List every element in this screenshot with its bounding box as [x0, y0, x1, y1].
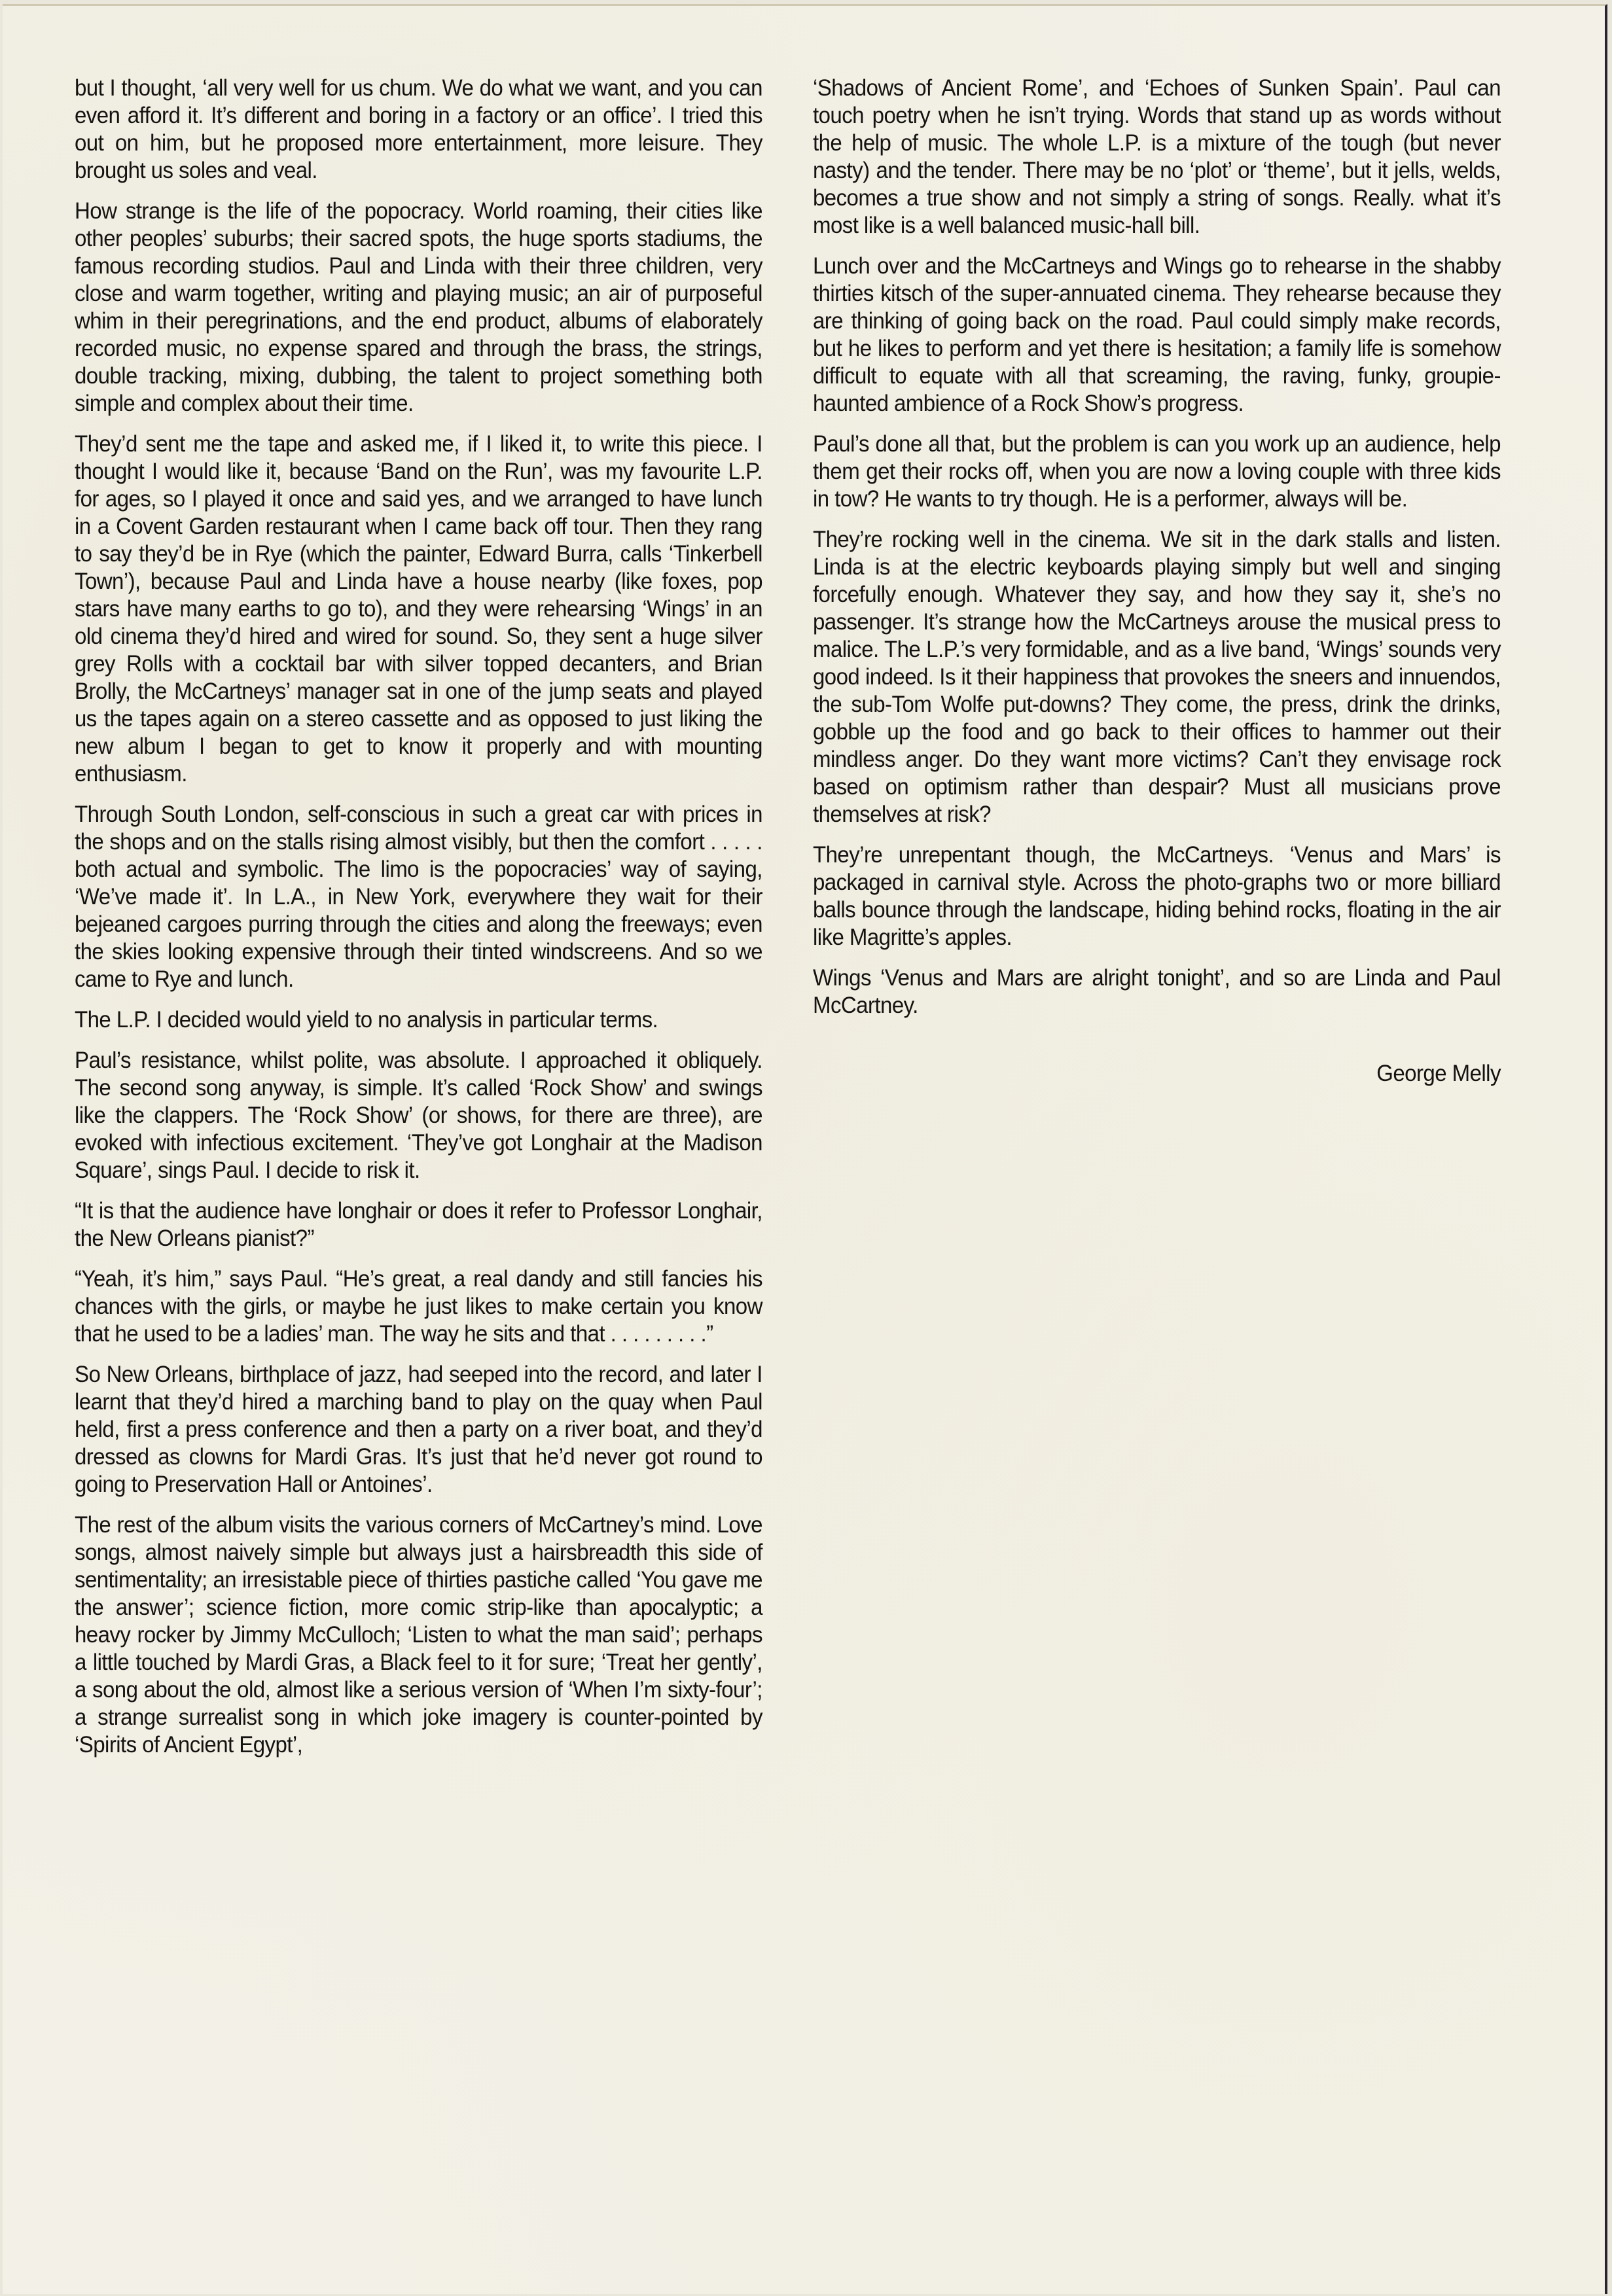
left-column [75, 74, 762, 1771]
paragraph: Through South London, self-conscious in such a great car with prices in the shops and on the stalls rising almost visibly, but then the comfort . . . . . both actual and symbolic. The limo is the popocracies’ way of saying, ‘We’ve made it’. In L.A., in New York, everywhere they wait for their bejeaned cargoes purring through the cities and along the freeways; even the skies looking expensive through their tinted windscreens. And so we came to Rye and lunch. [75, 801, 762, 992]
right-column [813, 74, 1501, 1100]
paragraph: Paul’s resistance, whilst polite, was absolute. I approached it obliquely. The second song anyway, is simple. It’s called ‘Rock Show’ and swings like the clappers. The ‘Rock Show’ (or shows, for there are three), are evoked with infectious excitement. ‘They’ve got Longhair at the Madison Square’, sings Paul. I decide to risk it. [75, 1047, 762, 1183]
paragraph: So New Orleans, birthplace of jazz, had seeped into the record, and later I learnt that they’d hired a marching band to play on the quay when Paul held, first a press conference and then a party on a river boat, and they’d dressed as clowns for Mardi Gras. It’s just that he’d never got round to going to Preservation Hall or Antoines’. [75, 1361, 762, 1497]
paragraph: They’re rocking well in the cinema. We sit in the dark stalls and listen. Linda is at the electric keyboards playing simply but well and singing forcefully enough. Whatever they say, and how they say it, she’s no passenger. It’s strange how the McCartneys arouse the musical press to malice. The L.P.’s very formidable, and as a live band, ‘Wings’ sounds very good indeed. Is it their happiness that provokes the sneers and innuendos, the sub-Tom Wolfe put-downs? They come, the press, drink the drinks, gobble up the food and go back to their offices to hammer out their mindless anger. Do they want more victims? Can’t they envisage rock based on optimism rather than despair? Must all musicians prove themselves at risk? [813, 526, 1501, 827]
paragraph: They’re unrepentant though, the McCartneys. ‘Venus and Mars’ is packaged in carnival style. Across the photo-graphs two or more billiard balls bounce through the landscape, hiding behind rocks, floating in the air like Magritte’s apples. [813, 841, 1501, 950]
paragraph: The L.P. I decided would yield to no analysis in particular terms. [75, 1006, 658, 1033]
paragraph: They’d sent me the tape and asked me, if I liked it, to write this piece. I thought I would like it, because ‘Band on the Run’, was my favourite L.P. for ages, so I played it once and said yes, and we arranged to have lunch in a Covent Garden restaurant when I came back off tour. Then they rang to say they’d be in Rye (which the painter, Edward Burra, calls ‘Tinkerbell Town’), because Paul and Linda have a house nearby (like foxes, pop stars have many earths to go to), and they were rehearsing ‘Wings’ in an old cinema they’d hired and wired for sound. So, they sent a huge silver grey Rolls with a cocktail bar with silver topped decanters, and Brian Brolly, the McCartneys’ manager sat in one of the jump seats and played us the tapes again on a stereo cassette and as opposed to just liking the new album I began to get to know it properly and with mounting enthusiasm. [75, 431, 762, 786]
paragraph: How strange is the life of the popocracy. World roaming, their cities like other peoples’ suburbs; their sacred spots, the huge sports stadiums, the famous recording studios. Paul and Linda with their three children, very close and warm together, writing and playing music; an air of purposeful whim in their peregrinations, and the end product, albums of elaborately recorded music, no expense spared and through the brass, the strings, double tracking, mixing, dubbing, the talent to project something both simple and complex about their time. [75, 198, 762, 416]
paragraph: Paul’s done all that, but the problem is can you work up an audience, help them get their rocks off, when you are now a loving couple with three kids in tow? He wants to try though. He is a performer, always will be. [813, 431, 1501, 512]
paragraph: The rest of the album visits the various corners of McCartney’s mind. Love songs, almost naively simple but always just a hairsbreadth this side of sentimentality; an irresistable piece of thirties pastiche called ‘You gave me the answer’; science fiction, more comic strip-like than apocalyptic; a heavy rocker by Jimmy McCulloch; ‘Listen to what the man said’; perhaps a little touched by Mardi Gras, a Black feel to it for sure; ‘Treat her gently’, a song about the old, almost like a serious version of ‘When I’m sixty-four’; a strange surrealist song in which joke imagery is counter-pointed by ‘Spirits of Ancient Egypt’, [75, 1511, 762, 1757]
paragraph: but I thought, ‘all very well for us chum. We do what we want, and you can even afford it. It’s different and boring in a factory or an office’. I tried this out on him, but he proposed more entertainment, more leisure. They brought us soles and veal. [75, 75, 762, 183]
paragraph: “It is that the audience have longhair or does it refer to Professor Longhair, the New Orleans pianist?” [75, 1197, 762, 1251]
author-signature: George Melly [1376, 1060, 1501, 1086]
paragraph: Lunch over and the McCartneys and Wings go to rehearse in the shabby thirties kitsch of the super-annuated cinema. They rehearse because they are thinking of going back on the road. Paul could simply make records, but he likes to perform and yet there is hesitation; a family life is somehow difficult to equate with all that screaming, the raving, funky, groupie-haunted ambience of a Rock Show’s progress. [813, 253, 1501, 416]
paragraph: Wings ‘Venus and Mars are alright tonight’, and so are Linda and Paul McCartney. [813, 964, 1501, 1018]
paragraph: “Yeah, it’s him,” says Paul. “He’s great, a real dandy and still fancies his chances with the girls, or maybe he just likes to make certain you know that he used to be a ladies’ man. The way he sits and that . . . . . . . . .” [75, 1265, 762, 1347]
document-page [3, 4, 1607, 2294]
paragraph: ‘Shadows of Ancient Rome’, and ‘Echoes of Sunken Spain’. Paul can touch poetry when he isn’t trying. Words that stand up as words without the help of music. The whole L.P. is a mixture of the tough (but never nasty) and the tender. There may be no ‘plot’ or ‘theme’, but it jells, welds, becomes a true show and not simply a string of songs. Really. what it’s most like is a well balanced music-hall bill. [813, 75, 1501, 238]
